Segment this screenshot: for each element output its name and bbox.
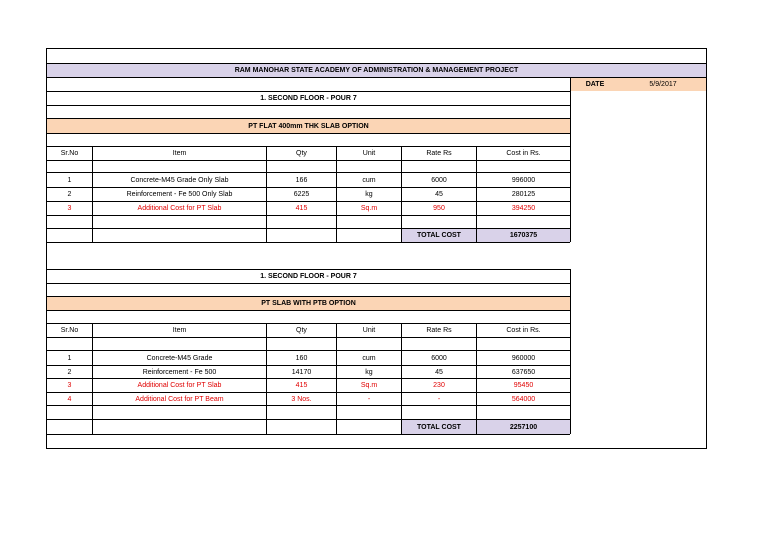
cell-rate: 45: [435, 368, 443, 376]
header-qty: Qty: [296, 327, 307, 334]
cell-rate: 950: [433, 205, 445, 212]
header-srno: Sr.No: [60, 327, 79, 334]
total-label: TOTAL COST: [402, 420, 476, 434]
project-title: RAM MANOHAR STATE ACADEMY OF ADMINISTRATION & MANAGEMENT PROJECT: [47, 64, 706, 77]
gridline: [46, 160, 570, 161]
header-srno: Sr.No: [60, 150, 79, 157]
cell-srno: 3: [67, 382, 72, 389]
header-unit: Unit: [362, 150, 376, 157]
cell-cost: 394250: [511, 205, 536, 212]
gridline: [46, 215, 570, 216]
header-rate: Rate Rs: [426, 327, 452, 334]
cell-unit: cum: [362, 176, 376, 184]
cell-srno: 2: [67, 368, 72, 376]
cell-cost: 564000: [511, 395, 536, 403]
cell-unit: cum: [362, 354, 376, 362]
cell-item: Concrete-M45 Grade: [146, 354, 213, 362]
date-label: DATE: [570, 78, 620, 91]
cell-srno: 2: [67, 191, 72, 198]
floor-title: 1. SECOND FLOOR - POUR 7: [260, 273, 357, 280]
cell-qty: 160: [295, 354, 308, 362]
gridline: [46, 310, 570, 311]
cell-cost: 95450: [513, 382, 534, 389]
cell-srno: 1: [67, 354, 72, 362]
cell-unit: kg: [365, 368, 373, 376]
option-title: PT SLAB WITH PTB OPTION: [47, 297, 570, 310]
cell-item: Reinforcement - Fe 500: [142, 368, 217, 376]
gridline: [46, 242, 570, 243]
header-rate: Rate Rs: [426, 150, 452, 157]
cell-rate: 6000: [431, 176, 447, 184]
cell-rate: 45: [435, 191, 443, 198]
cell-srno: 1: [67, 176, 72, 184]
cell-cost: 960000: [511, 354, 536, 362]
total-value: 1670375: [477, 229, 570, 242]
cell-qty: 415: [295, 382, 308, 389]
gridline: [46, 133, 570, 134]
cell-qty: 14170: [291, 368, 312, 376]
gridline: [46, 283, 570, 284]
cell-qty: 6225: [293, 191, 310, 198]
floor-title: 1. SECOND FLOOR - POUR 7: [260, 95, 357, 102]
cell-rate: 230: [433, 382, 445, 389]
cell-item: Reinforcement - Fe 500 Only Slab: [126, 191, 233, 198]
header-unit: Unit: [362, 327, 376, 334]
header-item: Item: [172, 327, 187, 334]
date-value: 5/9/2017: [620, 78, 706, 91]
gridline: [570, 269, 571, 434]
cell-unit: -: [367, 395, 371, 403]
cell-rate: -: [437, 395, 441, 403]
header-item: Item: [172, 150, 187, 157]
cell-cost: 996000: [511, 176, 536, 184]
header-cost: Cost in Rs.: [506, 150, 541, 157]
total-label: TOTAL COST: [402, 229, 476, 242]
cell-qty: 415: [295, 205, 308, 212]
cell-srno: 3: [67, 205, 72, 212]
cell-cost: 280125: [511, 191, 536, 198]
header-qty: Qty: [296, 150, 307, 157]
gridline: [46, 337, 570, 338]
cell-cost: 637650: [511, 368, 536, 376]
cell-item: Concrete-M45 Grade Only Slab: [130, 176, 229, 184]
cell-srno: 4: [67, 395, 72, 403]
header-cost: Cost in Rs.: [506, 327, 541, 334]
cell-item: Additional Cost for PT Slab: [137, 205, 222, 212]
gridline: [46, 405, 570, 406]
total-value: 2257100: [477, 420, 570, 434]
cell-qty: 3 Nos.: [291, 395, 312, 403]
cell-qty: 166: [295, 176, 308, 184]
cell-unit: kg: [365, 191, 373, 198]
gridline: [46, 434, 570, 435]
cell-rate: 6000: [431, 354, 447, 362]
cell-unit: Sq.m: [360, 205, 378, 212]
cell-item: Additional Cost for PT Slab: [137, 382, 222, 389]
gridline: [46, 105, 570, 106]
option-title: PT FLAT 400mm THK SLAB OPTION: [47, 119, 570, 133]
gridline: [570, 77, 571, 242]
cell-unit: Sq.m: [360, 382, 378, 389]
cell-item: Additional Cost for PT Beam: [135, 395, 224, 403]
